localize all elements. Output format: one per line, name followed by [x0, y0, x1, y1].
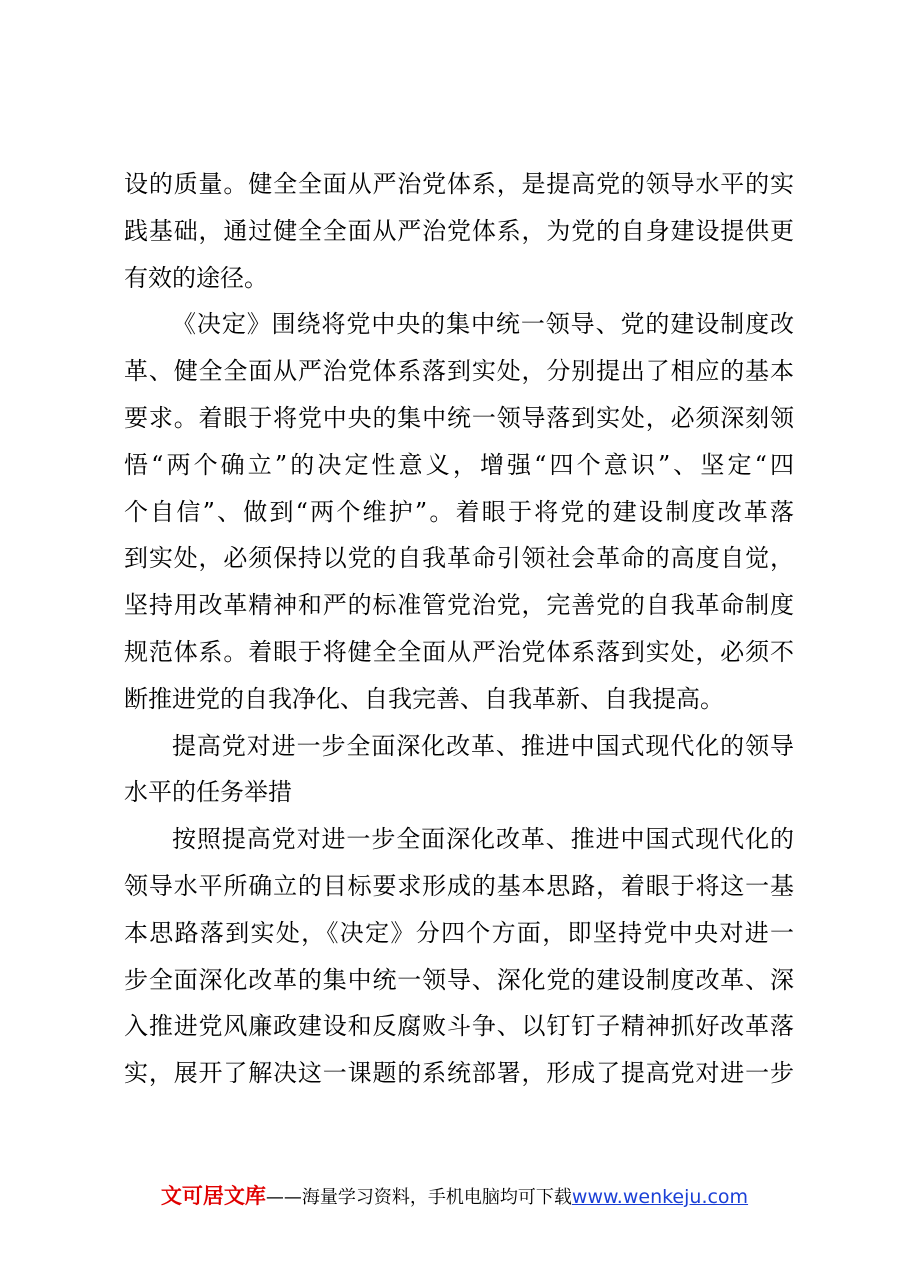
paragraph-2-line-4: 悟“两个确立”的决定性意义，增强“四个意识”、坚定“四 — [124, 450, 794, 479]
paragraph-4-line-1: 按照提高党对进一步全面深化改革、推进中国式现代化的 — [172, 825, 794, 854]
paragraph-4-line-5: 入推进党风廉政建设和反腐败斗争、以钉钉子精神抓好改革落 — [124, 1012, 794, 1041]
footer-brand: 文可居文库 — [160, 1184, 266, 1208]
paragraph-2-line-3: 要求。着眼于将党中央的集中统一领导落到实处，必须深刻领 — [124, 403, 794, 432]
section-heading-line-1: 提高党对进一步全面深化改革、推进中国式现代化的领导 — [172, 731, 794, 760]
paragraph-2-line-8: 规范体系。着眼于将健全全面从严治党体系落到实处，必须不 — [124, 637, 794, 666]
paragraph-1-line-1: 设的质量。健全全面从严治党体系，是提高党的领导水平的实 — [124, 170, 794, 198]
paragraph-2-line-2: 革、健全全面从严治党体系落到实处，分别提出了相应的基本 — [124, 357, 794, 386]
document-body — [124, 161, 794, 1097]
section-heading-line-2: 水平的任务举措 — [124, 778, 292, 807]
paragraph-2-line-6: 到实处，必须保持以党的自我革命引领社会革命的高度自觉， — [124, 544, 794, 573]
paragraph-2-line-5: 个自信”、做到“两个维护”。着眼于将党的建设制度改革落 — [124, 497, 794, 526]
footer-url-link[interactable]: www.wenkeju.com — [571, 1186, 749, 1208]
paragraph-4-line-3: 本思路落到实处，《决定》分四个方面，即坚持党中央对进一 — [124, 918, 794, 947]
paragraph-4-line-4: 步全面深化改革的集中统一领导、深化党的建设制度改革、深 — [124, 965, 794, 994]
paragraph-2-line-1: 《决定》围绕将党中央的集中统一领导、党的建设制度改 — [172, 310, 794, 339]
footer-tagline: ——海量学习资料，手机电脑均可下载 — [265, 1187, 572, 1208]
paragraph-4-line-2: 领导水平所确立的目标要求形成的基本思路，着眼于将这一基 — [124, 871, 794, 900]
paragraph-1-line-2: 践基础，通过健全全面从严治党体系，为党的自身建设提供更 — [124, 216, 794, 245]
paragraph-2-line-9: 断推进党的自我净化、自我完善、自我革新、自我提高。 — [124, 684, 724, 713]
paragraph-1-line-3: 有效的途径。 — [124, 263, 268, 292]
page-footer — [0, 1183, 909, 1211]
paragraph-4-line-6: 实，展开了解决这一课题的系统部署，形成了提高党对进一步 — [124, 1059, 794, 1088]
paragraph-2-line-7: 坚持用改革精神和严的标准管党治党，完善党的自我革命制度 — [124, 591, 794, 620]
